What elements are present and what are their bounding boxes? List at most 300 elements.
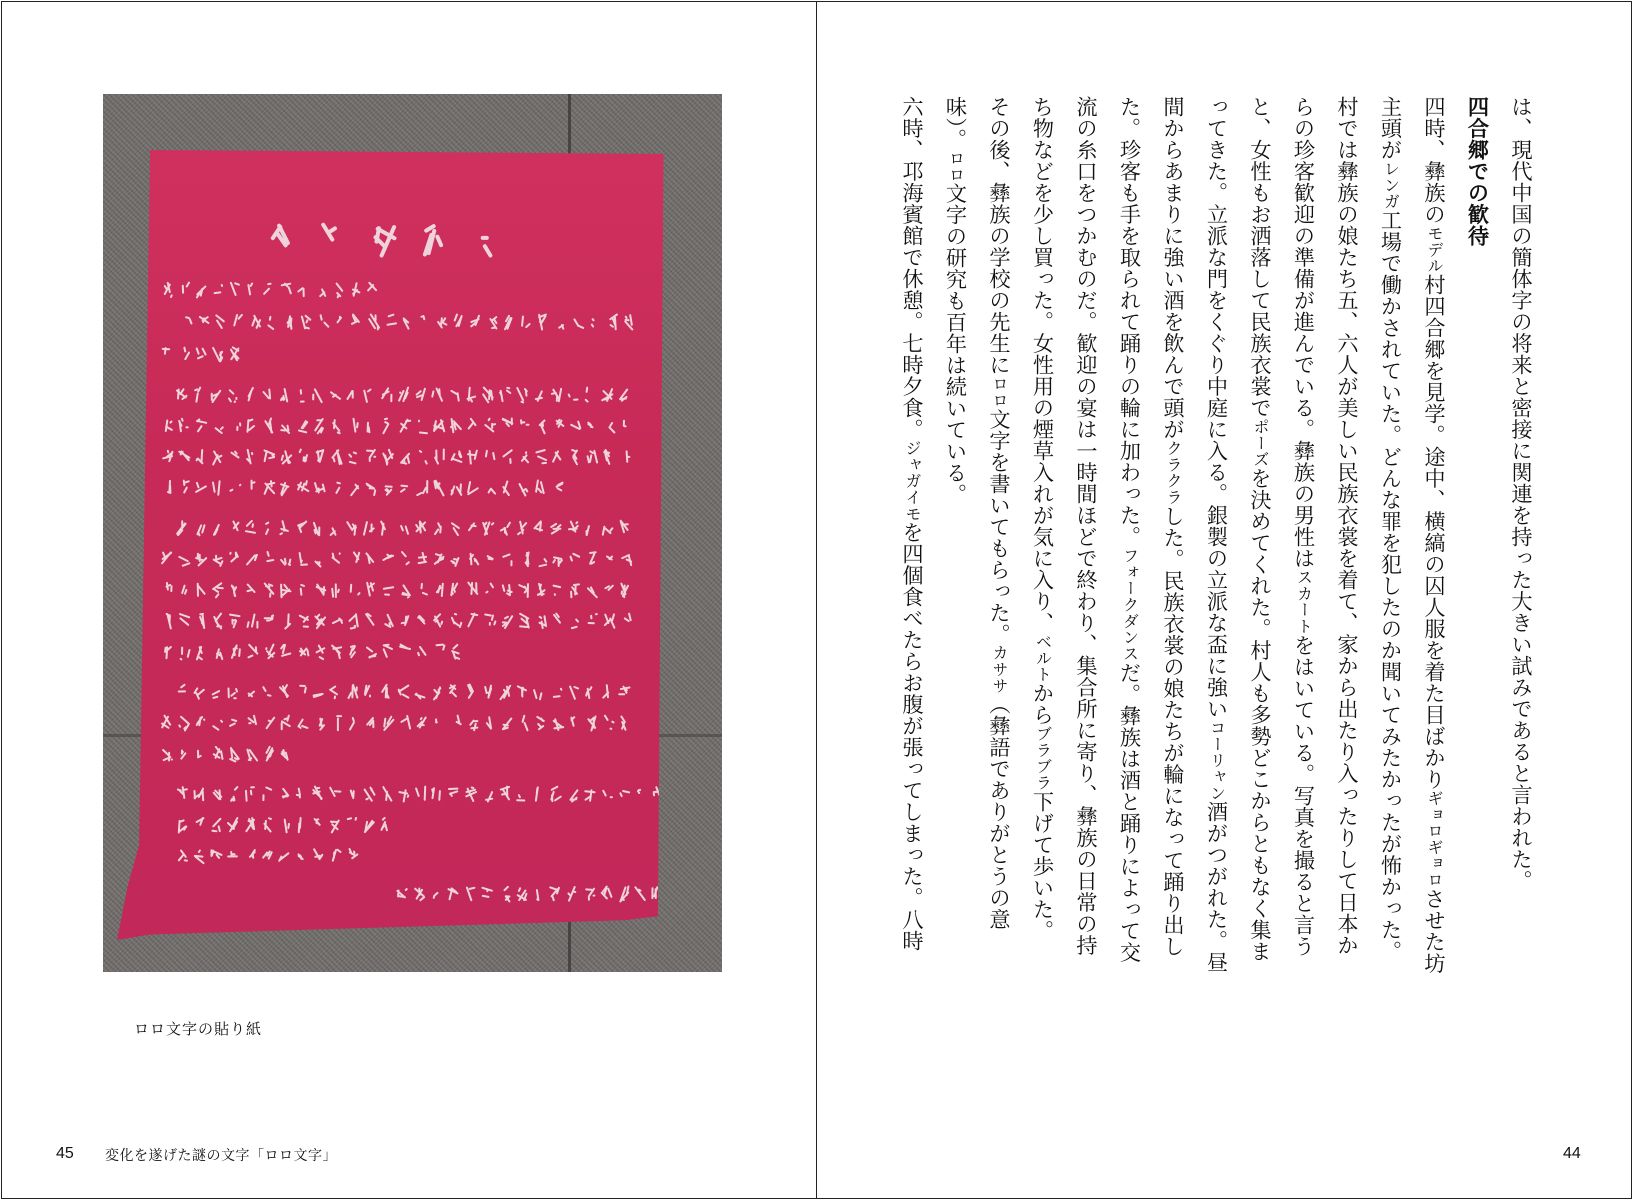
script-glyph xyxy=(452,614,461,627)
script-glyph xyxy=(186,317,191,323)
script-glyph xyxy=(232,645,240,658)
script-glyph xyxy=(522,317,530,328)
script-glyph xyxy=(435,523,441,534)
script-glyph xyxy=(483,238,491,256)
script-glyph xyxy=(314,523,319,535)
script-glyph xyxy=(263,788,271,801)
script-glyph xyxy=(350,614,358,628)
script-glyph xyxy=(279,853,288,861)
script-glyph xyxy=(248,420,255,432)
script-glyph xyxy=(603,791,612,797)
script-glyph xyxy=(281,426,289,434)
script-glyph xyxy=(179,717,189,731)
script-glyph xyxy=(249,692,254,697)
script-glyph xyxy=(449,888,458,899)
script-glyph xyxy=(451,391,458,401)
script-glyph xyxy=(178,787,187,798)
script-glyph xyxy=(416,787,425,800)
script-glyph xyxy=(416,522,425,533)
script-glyph xyxy=(503,482,508,496)
script-glyph xyxy=(354,552,359,562)
script-glyph xyxy=(212,850,222,858)
script-glyph xyxy=(249,645,258,658)
katakana-run: ブラブラ xyxy=(1033,725,1053,791)
script-glyph xyxy=(503,585,512,595)
script-glyph xyxy=(486,451,495,459)
script-glyph xyxy=(298,481,308,491)
script-glyph xyxy=(302,316,310,329)
script-glyph xyxy=(518,686,526,696)
script-glyph xyxy=(587,526,589,535)
script-glyph xyxy=(300,450,307,462)
script-glyph xyxy=(382,685,388,698)
script-glyph xyxy=(317,646,325,660)
katakana-run: フォークダンス xyxy=(1120,547,1140,662)
script-glyph xyxy=(366,614,373,625)
body-paragraph xyxy=(934,96,1021,976)
script-line xyxy=(162,552,631,567)
book-gutter xyxy=(816,1,817,1198)
script-glyph xyxy=(246,521,255,533)
script-line xyxy=(165,283,376,298)
script-glyph xyxy=(177,521,186,535)
script-glyph xyxy=(167,583,172,591)
script-glyph xyxy=(165,283,172,297)
script-glyph xyxy=(179,557,189,566)
script-glyph xyxy=(557,483,563,491)
script-glyph xyxy=(315,483,325,492)
script-glyph xyxy=(468,482,478,494)
script-glyph xyxy=(298,288,303,296)
script-glyph xyxy=(263,687,270,696)
script-glyph xyxy=(451,558,458,566)
katakana-run: モデル xyxy=(1425,225,1444,274)
script-glyph xyxy=(483,522,493,534)
script-glyph xyxy=(317,450,324,462)
script-glyph xyxy=(417,481,427,495)
script-glyph xyxy=(267,747,273,761)
script-glyph xyxy=(298,522,306,533)
script-glyph xyxy=(214,790,222,799)
katakana-run: コーリャン xyxy=(1207,719,1227,801)
script-line xyxy=(162,716,626,731)
script-glyph xyxy=(384,645,392,657)
script-glyph xyxy=(603,527,613,535)
script-glyph xyxy=(265,615,273,620)
script-glyph xyxy=(353,283,360,295)
script-glyph xyxy=(570,790,577,801)
script-line xyxy=(397,887,657,902)
script-glyph xyxy=(552,389,561,401)
script-glyph xyxy=(165,647,171,658)
script-glyph xyxy=(179,419,188,431)
script-glyph xyxy=(250,850,255,858)
red-poster xyxy=(117,150,669,940)
script-glyph xyxy=(435,450,444,464)
script-glyph xyxy=(605,614,615,627)
script-line xyxy=(179,818,387,833)
text-run: （彝語でありがとうの意味）。 xyxy=(943,96,1012,931)
script-glyph xyxy=(603,685,608,697)
script-glyph xyxy=(571,422,580,429)
script-glyph xyxy=(483,388,493,403)
script-glyph xyxy=(416,694,425,699)
katakana-run: ロロ xyxy=(990,375,1009,409)
script-glyph xyxy=(470,554,478,565)
script-glyph xyxy=(349,453,356,464)
script-glyph xyxy=(521,420,529,425)
script-glyph xyxy=(455,315,462,327)
script-glyph xyxy=(540,421,545,434)
script-glyph xyxy=(248,585,255,593)
script-glyph xyxy=(315,419,323,433)
script-glyph xyxy=(230,720,236,726)
script-glyph xyxy=(485,615,495,625)
script-glyph xyxy=(384,587,393,595)
script-glyph xyxy=(434,893,438,898)
script-glyph xyxy=(386,486,392,494)
script-glyph xyxy=(317,585,326,595)
script-glyph xyxy=(553,557,562,566)
script-glyph xyxy=(536,481,544,494)
script-glyph xyxy=(299,818,301,832)
script-glyph xyxy=(267,718,275,729)
katakana-run: カササ xyxy=(990,644,1009,694)
script-glyph xyxy=(402,585,410,597)
script-glyph xyxy=(281,645,290,656)
script-glyph xyxy=(337,716,341,730)
script-glyph xyxy=(602,389,612,401)
script-glyph xyxy=(382,818,387,830)
script-line xyxy=(273,225,491,256)
script-glyph xyxy=(554,689,562,697)
script-glyph xyxy=(263,852,272,859)
script-glyph xyxy=(229,689,238,699)
script-glyph xyxy=(418,616,424,624)
vertical-body-text xyxy=(900,96,1543,976)
script-line xyxy=(167,583,629,598)
script-glyph xyxy=(468,451,477,464)
script-glyph xyxy=(434,420,444,431)
script-glyph xyxy=(586,388,588,402)
script-glyph xyxy=(468,614,477,627)
heading-text: 四合郷での歓待 xyxy=(1465,96,1491,247)
script-glyph xyxy=(468,685,473,698)
text-run: させた坊主頭が xyxy=(1378,96,1447,974)
script-glyph xyxy=(162,716,170,728)
script-glyph xyxy=(300,616,308,627)
script-glyph xyxy=(607,557,612,560)
script-glyph xyxy=(313,389,322,402)
script-glyph xyxy=(399,686,409,698)
script-glyph xyxy=(332,646,341,659)
script-glyph xyxy=(266,523,268,534)
script-glyph xyxy=(452,523,459,535)
script-glyph xyxy=(588,423,592,428)
script-glyph xyxy=(536,450,546,463)
text-run: 工場で働かされていた。どんな罪を犯したのか聞いてみたかったが怖かった。村では彝族の娘たち五、六人が美しい民族衣裳を着て、家から出たり入ったりして日本からの珍客歓迎の準備が進んでいる。彝族の男性は xyxy=(1291,96,1404,962)
script-glyph xyxy=(264,390,271,399)
script-glyph xyxy=(590,552,596,563)
script-glyph xyxy=(214,556,223,566)
script-glyph xyxy=(435,554,444,564)
script-glyph xyxy=(537,890,539,900)
script-glyph xyxy=(273,226,288,246)
script-glyph xyxy=(485,419,495,432)
script-glyph xyxy=(505,316,512,329)
script-glyph xyxy=(281,483,288,495)
script-glyph xyxy=(166,421,172,432)
script-glyph xyxy=(285,820,289,833)
script-glyph xyxy=(457,716,461,725)
script-glyph xyxy=(249,716,257,724)
script-glyph xyxy=(196,483,206,492)
script-glyph xyxy=(282,451,292,463)
script-glyph xyxy=(314,694,323,697)
script-glyph xyxy=(638,790,640,793)
page-number-left: 45 xyxy=(56,1145,74,1162)
script-line xyxy=(163,747,288,762)
script-glyph xyxy=(183,283,189,293)
script-glyph xyxy=(486,792,492,801)
text-run: 四時、彝族の xyxy=(1422,96,1447,225)
script-glyph xyxy=(350,718,354,730)
text-run: その後、彝族の学校の先生に xyxy=(987,96,1012,376)
script-glyph xyxy=(438,318,446,327)
script-glyph xyxy=(402,616,409,625)
script-glyph xyxy=(625,614,631,621)
script-glyph xyxy=(249,388,253,401)
body-paragraph xyxy=(1021,96,1456,976)
text-run: だ。彝族は酒と踊りによって交流の糸口をつかむのだ。歓迎の宴は一時間ほどで終わり、集合所に寄り、彝族の日常の持ち物などを少し買った。女性用の煙草入れが気に入り、 xyxy=(1030,96,1143,963)
script-glyph xyxy=(266,645,274,659)
script-glyph xyxy=(229,390,236,402)
script-glyph xyxy=(490,317,496,328)
script-glyph xyxy=(197,287,206,298)
katakana-run: スカート xyxy=(1294,569,1314,635)
script-glyph xyxy=(449,789,458,796)
script-glyph xyxy=(468,388,476,402)
script-glyph xyxy=(195,851,204,864)
script-glyph xyxy=(432,788,440,800)
script-glyph xyxy=(383,450,393,465)
script-glyph xyxy=(237,423,240,430)
script-glyph xyxy=(197,647,202,660)
script-line xyxy=(179,849,358,863)
script-glyph xyxy=(539,315,546,330)
script-glyph xyxy=(228,818,237,831)
script-glyph xyxy=(230,553,238,562)
script-glyph xyxy=(571,584,579,597)
script-glyph xyxy=(559,325,563,329)
script-line xyxy=(178,787,662,802)
script-glyph xyxy=(184,481,189,493)
script-glyph xyxy=(331,528,336,535)
script-glyph xyxy=(321,315,329,326)
script-glyph xyxy=(652,887,657,898)
running-head: 変化を遂げた謎の文字「ロロ文字」 xyxy=(105,1148,337,1164)
katakana-run: レンガ xyxy=(1381,160,1401,210)
script-glyph xyxy=(214,614,221,629)
katakana-run: クラクラ xyxy=(1164,440,1183,506)
text-run: 下げて歩いた。 xyxy=(1030,790,1056,942)
body-paragraph xyxy=(891,96,935,976)
script-glyph xyxy=(452,451,462,462)
script-glyph xyxy=(367,450,375,461)
script-glyph xyxy=(554,586,561,595)
script-glyph xyxy=(348,391,353,399)
script-line xyxy=(177,388,627,403)
script-glyph xyxy=(538,584,545,595)
script-glyph xyxy=(619,687,629,695)
script-glyph xyxy=(422,316,425,319)
script-glyph xyxy=(518,522,526,535)
text-run: した。民族衣裳の娘たちが輪になって踊り出した。珍客も手を取られて踊りの輪に加わった。 xyxy=(1117,96,1186,957)
script-glyph xyxy=(470,721,477,731)
text-run: 村四合郷を見学。途中、横縞の囚人服を着た目ばかり xyxy=(1422,273,1447,790)
script-glyph xyxy=(450,685,456,696)
script-glyph xyxy=(282,716,290,730)
script-glyph xyxy=(298,720,307,728)
script-glyph xyxy=(483,888,492,897)
script-glyph xyxy=(301,585,304,595)
script-glyph xyxy=(553,451,560,461)
script-glyph xyxy=(163,750,172,761)
text-run: から xyxy=(1030,682,1056,726)
text-run: 六時、邛海賓館で休憩。七時夕食。 xyxy=(900,96,925,440)
script-glyph xyxy=(354,419,358,432)
script-glyph xyxy=(365,788,375,801)
script-glyph xyxy=(348,818,356,820)
script-glyph xyxy=(264,284,271,294)
script-glyph xyxy=(383,787,391,801)
script-glyph xyxy=(397,889,406,897)
script-glyph xyxy=(503,555,511,566)
script-glyph xyxy=(517,388,527,402)
script-glyph xyxy=(197,419,206,431)
script-glyph xyxy=(588,451,598,463)
script-glyph xyxy=(268,317,273,329)
script-glyph xyxy=(349,685,358,698)
text-run: を四個食べたらお腹が張ってしまった。八時 xyxy=(900,521,925,952)
script-glyph xyxy=(488,556,493,559)
script-glyph xyxy=(621,584,628,598)
script-glyph xyxy=(520,614,529,628)
script-glyph xyxy=(216,315,224,328)
script-glyph xyxy=(471,316,479,327)
script-glyph xyxy=(451,584,457,596)
script-glyph xyxy=(400,645,410,649)
script-glyph xyxy=(265,451,275,462)
script-glyph xyxy=(283,789,289,798)
script-glyph xyxy=(217,649,223,659)
script-glyph xyxy=(280,521,288,534)
script-glyph xyxy=(418,647,425,655)
script-glyph xyxy=(536,787,538,800)
script-glyph xyxy=(536,391,542,400)
script-glyph xyxy=(574,319,583,328)
script-glyph xyxy=(452,645,459,659)
script-glyph xyxy=(179,820,187,832)
script-glyph xyxy=(586,687,591,698)
script-glyph xyxy=(537,717,544,729)
script-glyph xyxy=(526,553,529,567)
script-glyph xyxy=(489,489,496,494)
script-glyph xyxy=(620,887,628,902)
script-glyph xyxy=(252,481,255,489)
script-glyph xyxy=(622,555,631,565)
script-glyph xyxy=(177,389,187,399)
script-glyph xyxy=(330,788,340,796)
script-glyph xyxy=(551,787,560,801)
script-glyph xyxy=(569,522,578,532)
script-line xyxy=(163,347,239,361)
script-glyph xyxy=(586,889,594,900)
script-line xyxy=(177,521,628,536)
script-glyph xyxy=(585,790,594,800)
script-glyph xyxy=(228,852,237,857)
script-glyph xyxy=(315,615,325,629)
script-glyph xyxy=(635,887,644,900)
script-glyph xyxy=(179,851,187,861)
script-glyph xyxy=(265,584,274,597)
script-glyph xyxy=(350,646,355,657)
script-glyph xyxy=(336,483,340,493)
script-glyph xyxy=(518,888,527,900)
script-glyph xyxy=(382,388,391,401)
script-glyph xyxy=(351,485,358,496)
script-glyph xyxy=(434,481,443,496)
script-glyph xyxy=(589,614,597,623)
script-glyph xyxy=(285,614,290,628)
script-glyph xyxy=(554,719,564,730)
script-line xyxy=(186,315,632,330)
script-glyph xyxy=(300,553,307,565)
script-glyph xyxy=(368,423,370,433)
script-glyph xyxy=(300,686,306,693)
script-glyph xyxy=(625,315,632,329)
script-glyph xyxy=(333,553,340,562)
script-glyph xyxy=(182,586,186,594)
script-glyph xyxy=(200,614,204,628)
script-glyph xyxy=(247,750,257,761)
script-line xyxy=(163,450,629,465)
section-heading xyxy=(1456,96,1500,976)
script-glyph xyxy=(280,685,288,697)
script-glyph xyxy=(467,888,475,901)
script-glyph xyxy=(213,583,223,597)
script-glyph xyxy=(570,687,578,699)
script-glyph xyxy=(365,686,370,697)
script-glyph xyxy=(434,614,442,626)
script-glyph xyxy=(282,284,291,294)
script-glyph xyxy=(212,391,221,402)
script-glyph xyxy=(437,645,445,650)
script-glyph xyxy=(519,584,528,597)
photo-lolo-poster xyxy=(103,94,722,972)
script-glyph xyxy=(621,717,625,730)
script-glyph xyxy=(232,586,236,597)
script-glyph xyxy=(436,719,437,722)
script-glyph xyxy=(184,348,189,359)
script-glyph xyxy=(300,649,309,656)
script-glyph xyxy=(163,451,172,461)
script-glyph xyxy=(246,787,254,801)
script-glyph xyxy=(267,552,273,561)
script-glyph xyxy=(195,688,204,698)
script-glyph xyxy=(347,522,356,535)
script-glyph xyxy=(337,284,343,298)
